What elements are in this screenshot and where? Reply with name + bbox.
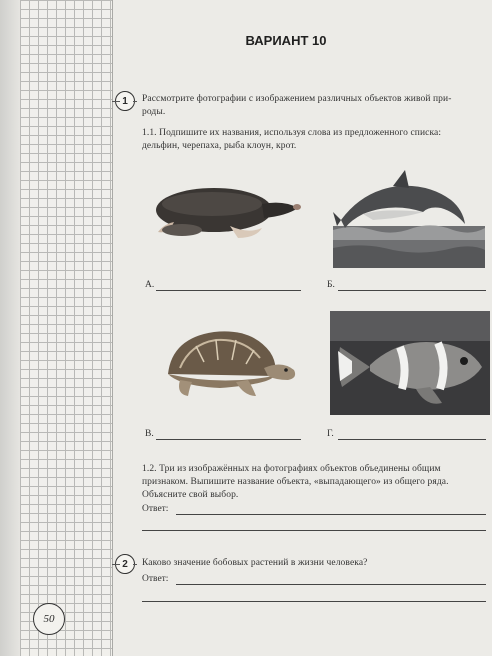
question-1-number: 1 <box>115 91 135 111</box>
turtle-photo <box>160 326 300 402</box>
page-binding-edge <box>0 0 20 656</box>
label-g: Г. <box>327 429 334 439</box>
answer-line-2-b[interactable] <box>142 601 486 602</box>
answer-line-2-a[interactable] <box>176 584 486 585</box>
task-1-1-line1: 1.1. Подпишите их названия, используя слова из предложенного списка: <box>142 128 442 138</box>
label-v: В. <box>145 429 154 439</box>
answer-line-1-2-a[interactable] <box>176 514 486 515</box>
question-1-text-line2: роды. <box>142 107 166 117</box>
question-2-rule-left <box>112 564 120 565</box>
mole-photo <box>152 182 302 244</box>
answer-label-1: Ответ: <box>142 504 169 514</box>
clownfish-photo <box>330 311 490 415</box>
question-1-rule-left <box>112 101 120 102</box>
dolphin-photo <box>333 168 485 268</box>
answer-line-g[interactable] <box>338 439 486 440</box>
answer-label-2: Ответ: <box>142 574 169 584</box>
task-1-1-line2: дельфин, черепаха, рыба клоун, крот. <box>142 141 297 151</box>
question-2-rule-right <box>133 564 137 565</box>
question-1-rule-right <box>133 101 137 102</box>
task-1-2-line2: признаком. Выпишите название объекта, «выпадающего» из общего ряда. <box>142 477 449 487</box>
answer-line-a[interactable] <box>156 290 301 291</box>
question-1-text-line1: Рассмотрите фотографии с изображением различных объектов живой при- <box>142 94 452 104</box>
variant-title: ВАРИАНТ 10 <box>245 33 327 48</box>
label-a: А. <box>145 280 155 290</box>
answer-line-1-2-b[interactable] <box>142 530 486 531</box>
answer-line-b[interactable] <box>338 290 486 291</box>
question-2-text: Каково значение бобовых растений в жизни человека? <box>142 558 368 568</box>
answer-line-v[interactable] <box>156 439 301 440</box>
label-b: Б. <box>327 280 335 290</box>
task-1-2-line3: Объясните свой выбор. <box>142 490 239 500</box>
margin-grid <box>20 0 113 656</box>
page-number: 50 <box>33 603 65 635</box>
question-2-number: 2 <box>115 554 135 574</box>
task-1-2-line1: 1.2. Три из изображённых на фотографиях объектов объединены общим <box>142 464 441 474</box>
